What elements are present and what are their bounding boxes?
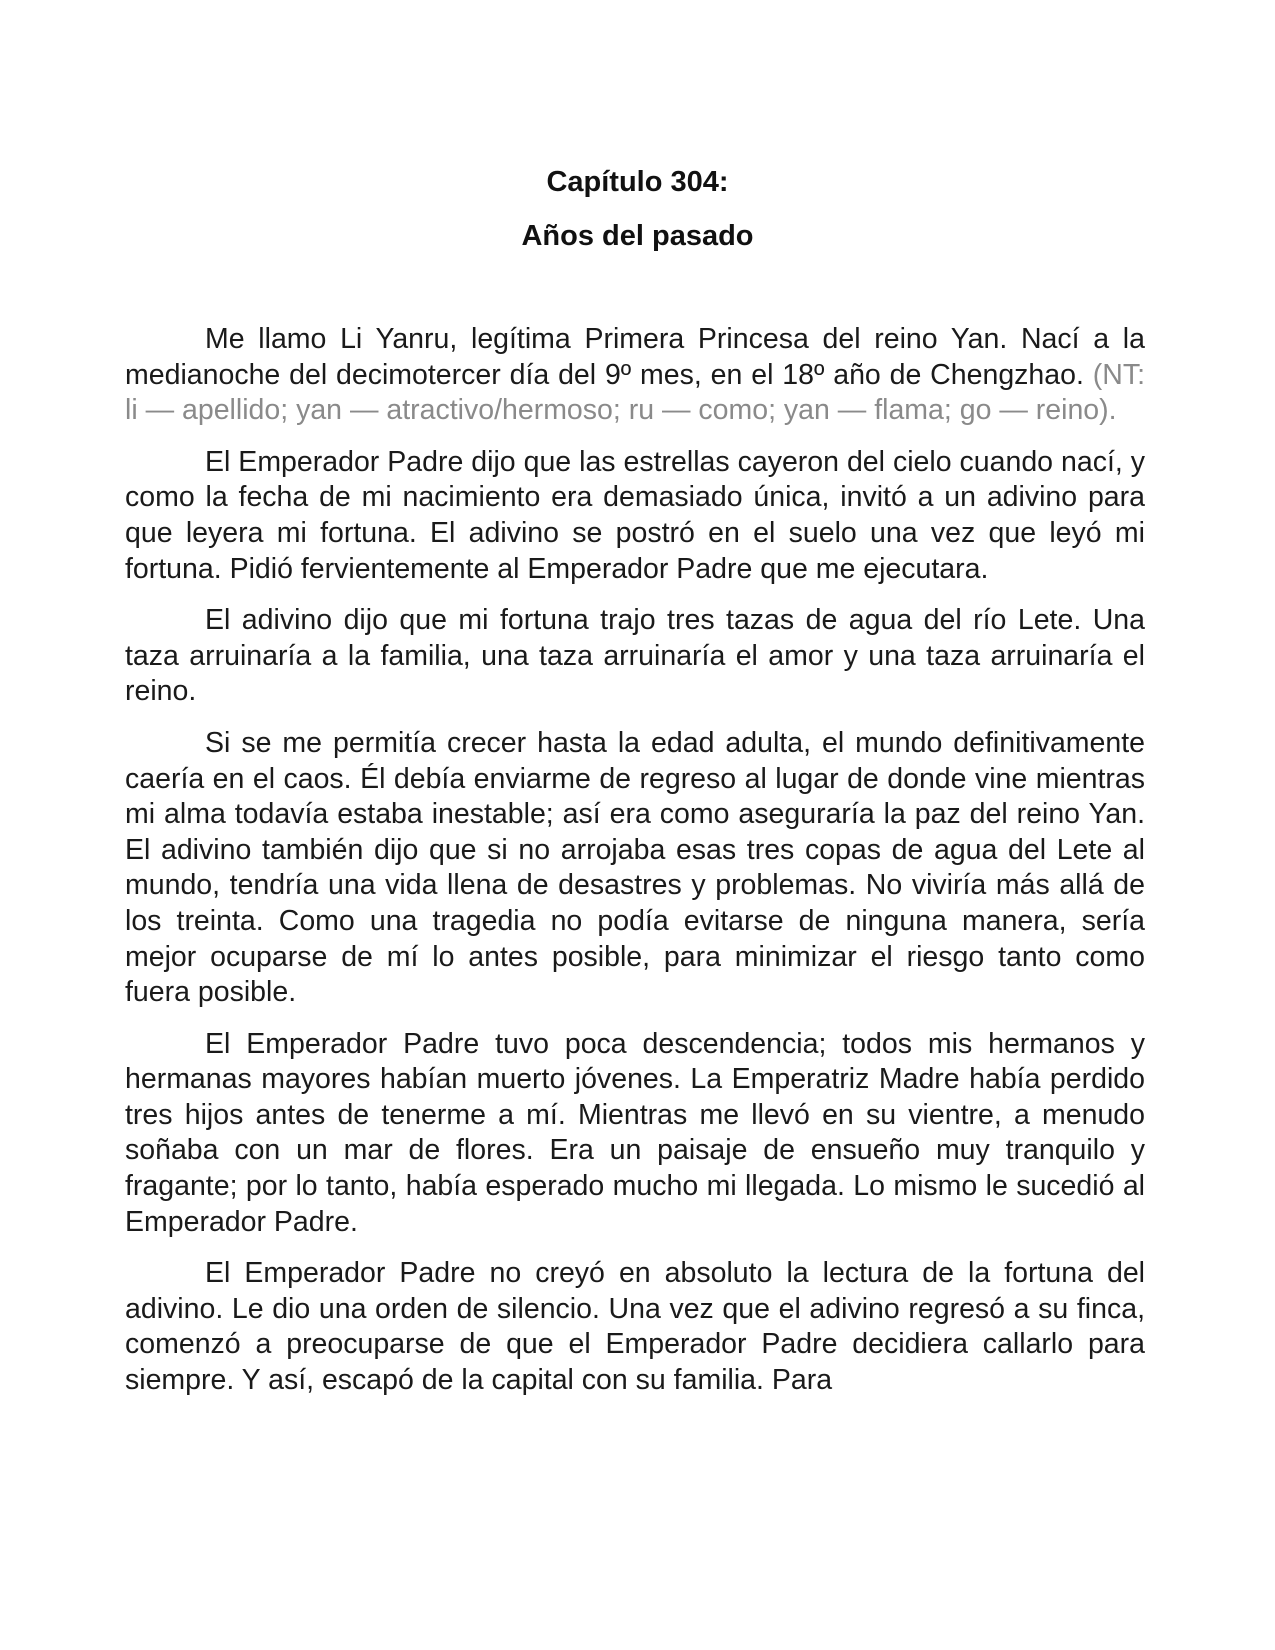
paragraph-5: El Emperador Padre tuvo poca descendencia; todos mis hermanos y hermanas mayores habían muerto jóvenes. La Emperatriz Madre había perdido tres hijos antes de tenerme a mí. Mientras me llevó en su vientre, a menudo soñaba con un mar de flores. Era un paisaje de ensueño muy tranquilo y fragante; por lo tanto, había esperado mucho mi llegada. Lo mismo le sucedió al Emperador Padre.: [125, 1027, 1145, 1238]
paragraph-2: El Emperador Padre dijo que las estrellas cayeron del cielo cuando nací, y como la fecha de mi nacimiento era demasiado única, invitó a un adivino para que leyera mi fortuna. El adivino se postró en el suelo una vez que leyó mi fortuna. Pidió fervientemente al Emperador Padre que me ejecutara.: [125, 445, 1145, 585]
paragraph-3: El adivino dijo que mi fortuna trajo tres tazas de agua del río Lete. Una taza arruinaría a la familia, una taza arruinaría el amor y una taza arruinaría el reino.: [125, 604, 1145, 708]
translator-note: (NT: li — apellido; yan — atractivo/hermoso; ru — como; yan — flama; go — reino).: [125, 358, 1145, 427]
chapter-number: Capítulo 304:: [546, 166, 729, 198]
chapter-title: Años del pasado: [521, 220, 754, 252]
body-text: [125, 322, 1145, 1415]
paragraph-4: Si se me permitía crecer hasta la edad adulta, el mundo definitivamente caería en el caos. Él debía enviarme de regreso al lugar de donde vine mientras mi alma todavía estaba inestable; así era como aseguraría la paz del reino Yan. El adivino también dijo que si no arrojaba esas tres copas de agua del Lete al mundo, tendría una vida llena de desastres y problemas. No viviría más allá de los treinta. Como una tragedia no podía evitarse de ninguna manera, sería mejor ocuparse de mí lo antes posible, para minimizar el riesgo tanto como fuera posible.: [125, 726, 1145, 1009]
paragraph-1-text: Me llamo Li Yanru, legítima Primera Princesa del reino Yan. Nací a la medianoche del decimotercer día del 9º mes, en el 18º año de Chengzhao.: [125, 323, 1145, 391]
paragraph-1: [125, 322, 1145, 429]
paragraph-6: El Emperador Padre no creyó en absoluto la lectura de la fortuna del adivino. Le dio una orden de silencio. Una vez que el adivino regresó a su finca, comenzó a preocuparse de que el Emperador Padre decidiera callarlo para siempre. Y así, escapó de la capital con su familia. Para: [125, 1257, 1145, 1397]
